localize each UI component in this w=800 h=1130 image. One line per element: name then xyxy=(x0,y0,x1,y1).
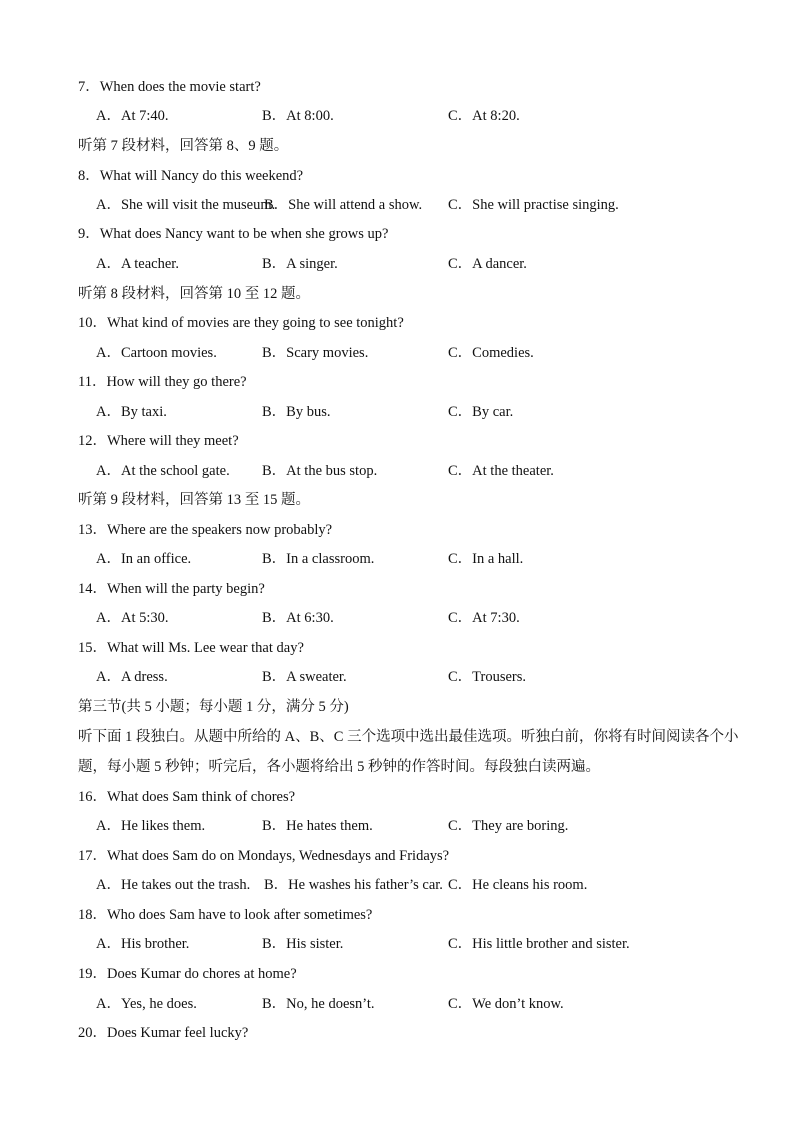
option-b: B．His sister. xyxy=(262,936,344,952)
option-a: A．A teacher. xyxy=(96,256,179,272)
question-text: 17．What does Sam do on Mondays, Wednesdays and Fridays? xyxy=(78,848,450,864)
section-instruction: 听第 8 段材料，回答第 10 至 12 题。 xyxy=(78,286,310,302)
section-instruction: 听第 9 段材料，回答第 13 至 15 题。 xyxy=(78,492,310,508)
option-c: C．They are boring. xyxy=(448,818,569,834)
question-text: 7．When does the movie start? xyxy=(78,79,261,95)
option-a: A．At the school gate. xyxy=(96,463,230,479)
question-text: 15．What will Ms. Lee wear that day? xyxy=(78,640,304,656)
question-text: 13．Where are the speakers now probably? xyxy=(78,522,333,538)
question-text: 14．When will the party begin? xyxy=(78,581,265,597)
option-b: B．At 6:30. xyxy=(262,610,334,626)
option-c: C．By car. xyxy=(448,404,514,420)
option-b: B．He hates them. xyxy=(262,818,373,834)
option-a: A．At 5:30. xyxy=(96,610,169,626)
option-b: B．At the bus stop. xyxy=(262,463,378,479)
question-text: 16．What does Sam think of chores? xyxy=(78,789,296,805)
option-c: C．In a hall. xyxy=(448,551,524,567)
question-text: 10．What kind of movies are they going to see tonight? xyxy=(78,315,404,331)
option-b: B．He washes his father’s car. xyxy=(264,877,443,893)
question-text: 19．Does Kumar do chores at home? xyxy=(78,966,297,982)
option-b: B．Scary movies. xyxy=(262,345,369,361)
option-c: C．Trousers. xyxy=(448,669,527,685)
question-text: 11．How will they go there? xyxy=(78,374,247,390)
option-a: A．Yes, he does. xyxy=(96,996,197,1012)
option-c: C．We don’t know. xyxy=(448,996,564,1012)
section-instruction: 听下面 1 段独白。从题中所给的 A、B、C 三个选项中选出最佳选项。听独白前，你将有时间阅读各个小 xyxy=(78,729,739,745)
option-a: A．By taxi. xyxy=(96,404,167,420)
section-instruction: 题，每小题 5 秒钟；听完后，各小题将给出 5 秒钟的作答时间。每段独白读两遍。 xyxy=(78,759,600,775)
option-c: C．At the theater. xyxy=(448,463,554,479)
option-c: C．He cleans his room. xyxy=(448,877,588,893)
section-instruction: 第三节(共 5 小题；每小题 1 分，满分 5 分) xyxy=(78,699,349,715)
question-text: 12．Where will they meet? xyxy=(78,433,239,449)
option-a: A．Cartoon movies. xyxy=(96,345,217,361)
question-text: 9．What does Nancy want to be when she grows up? xyxy=(78,226,389,242)
question-text: 18．Who does Sam have to look after sometimes? xyxy=(78,907,373,923)
option-a: A．She will visit the museum. xyxy=(96,197,276,213)
option-a: A．He likes them. xyxy=(96,818,206,834)
option-a: A．His brother. xyxy=(96,936,190,952)
option-c: C．Comedies. xyxy=(448,345,534,361)
option-a: A．In an office. xyxy=(96,551,192,567)
question-text: 8．What will Nancy do this weekend? xyxy=(78,168,304,184)
section-instruction: 听第 7 段材料，回答第 8、9 题。 xyxy=(78,138,289,154)
option-b: B．In a classroom. xyxy=(262,551,375,567)
option-b: B．No, he doesn’t. xyxy=(262,996,375,1012)
option-c: C．At 7:30. xyxy=(448,610,520,626)
option-b: B．By bus. xyxy=(262,404,331,420)
option-a: A．At 7:40. xyxy=(96,108,169,124)
option-c: C．His little brother and sister. xyxy=(448,936,630,952)
option-b: B．She will attend a show. xyxy=(264,197,423,213)
option-b: B．A singer. xyxy=(262,256,338,272)
option-c: C．She will practise singing. xyxy=(448,197,619,213)
option-c: C．A dancer. xyxy=(448,256,527,272)
option-a: A．He takes out the trash. xyxy=(96,877,251,893)
option-b: B．A sweater. xyxy=(262,669,347,685)
option-a: A．A dress. xyxy=(96,669,168,685)
option-b: B．At 8:00. xyxy=(262,108,334,124)
question-text: 20．Does Kumar feel lucky? xyxy=(78,1025,249,1041)
option-c: C．At 8:20. xyxy=(448,108,520,124)
